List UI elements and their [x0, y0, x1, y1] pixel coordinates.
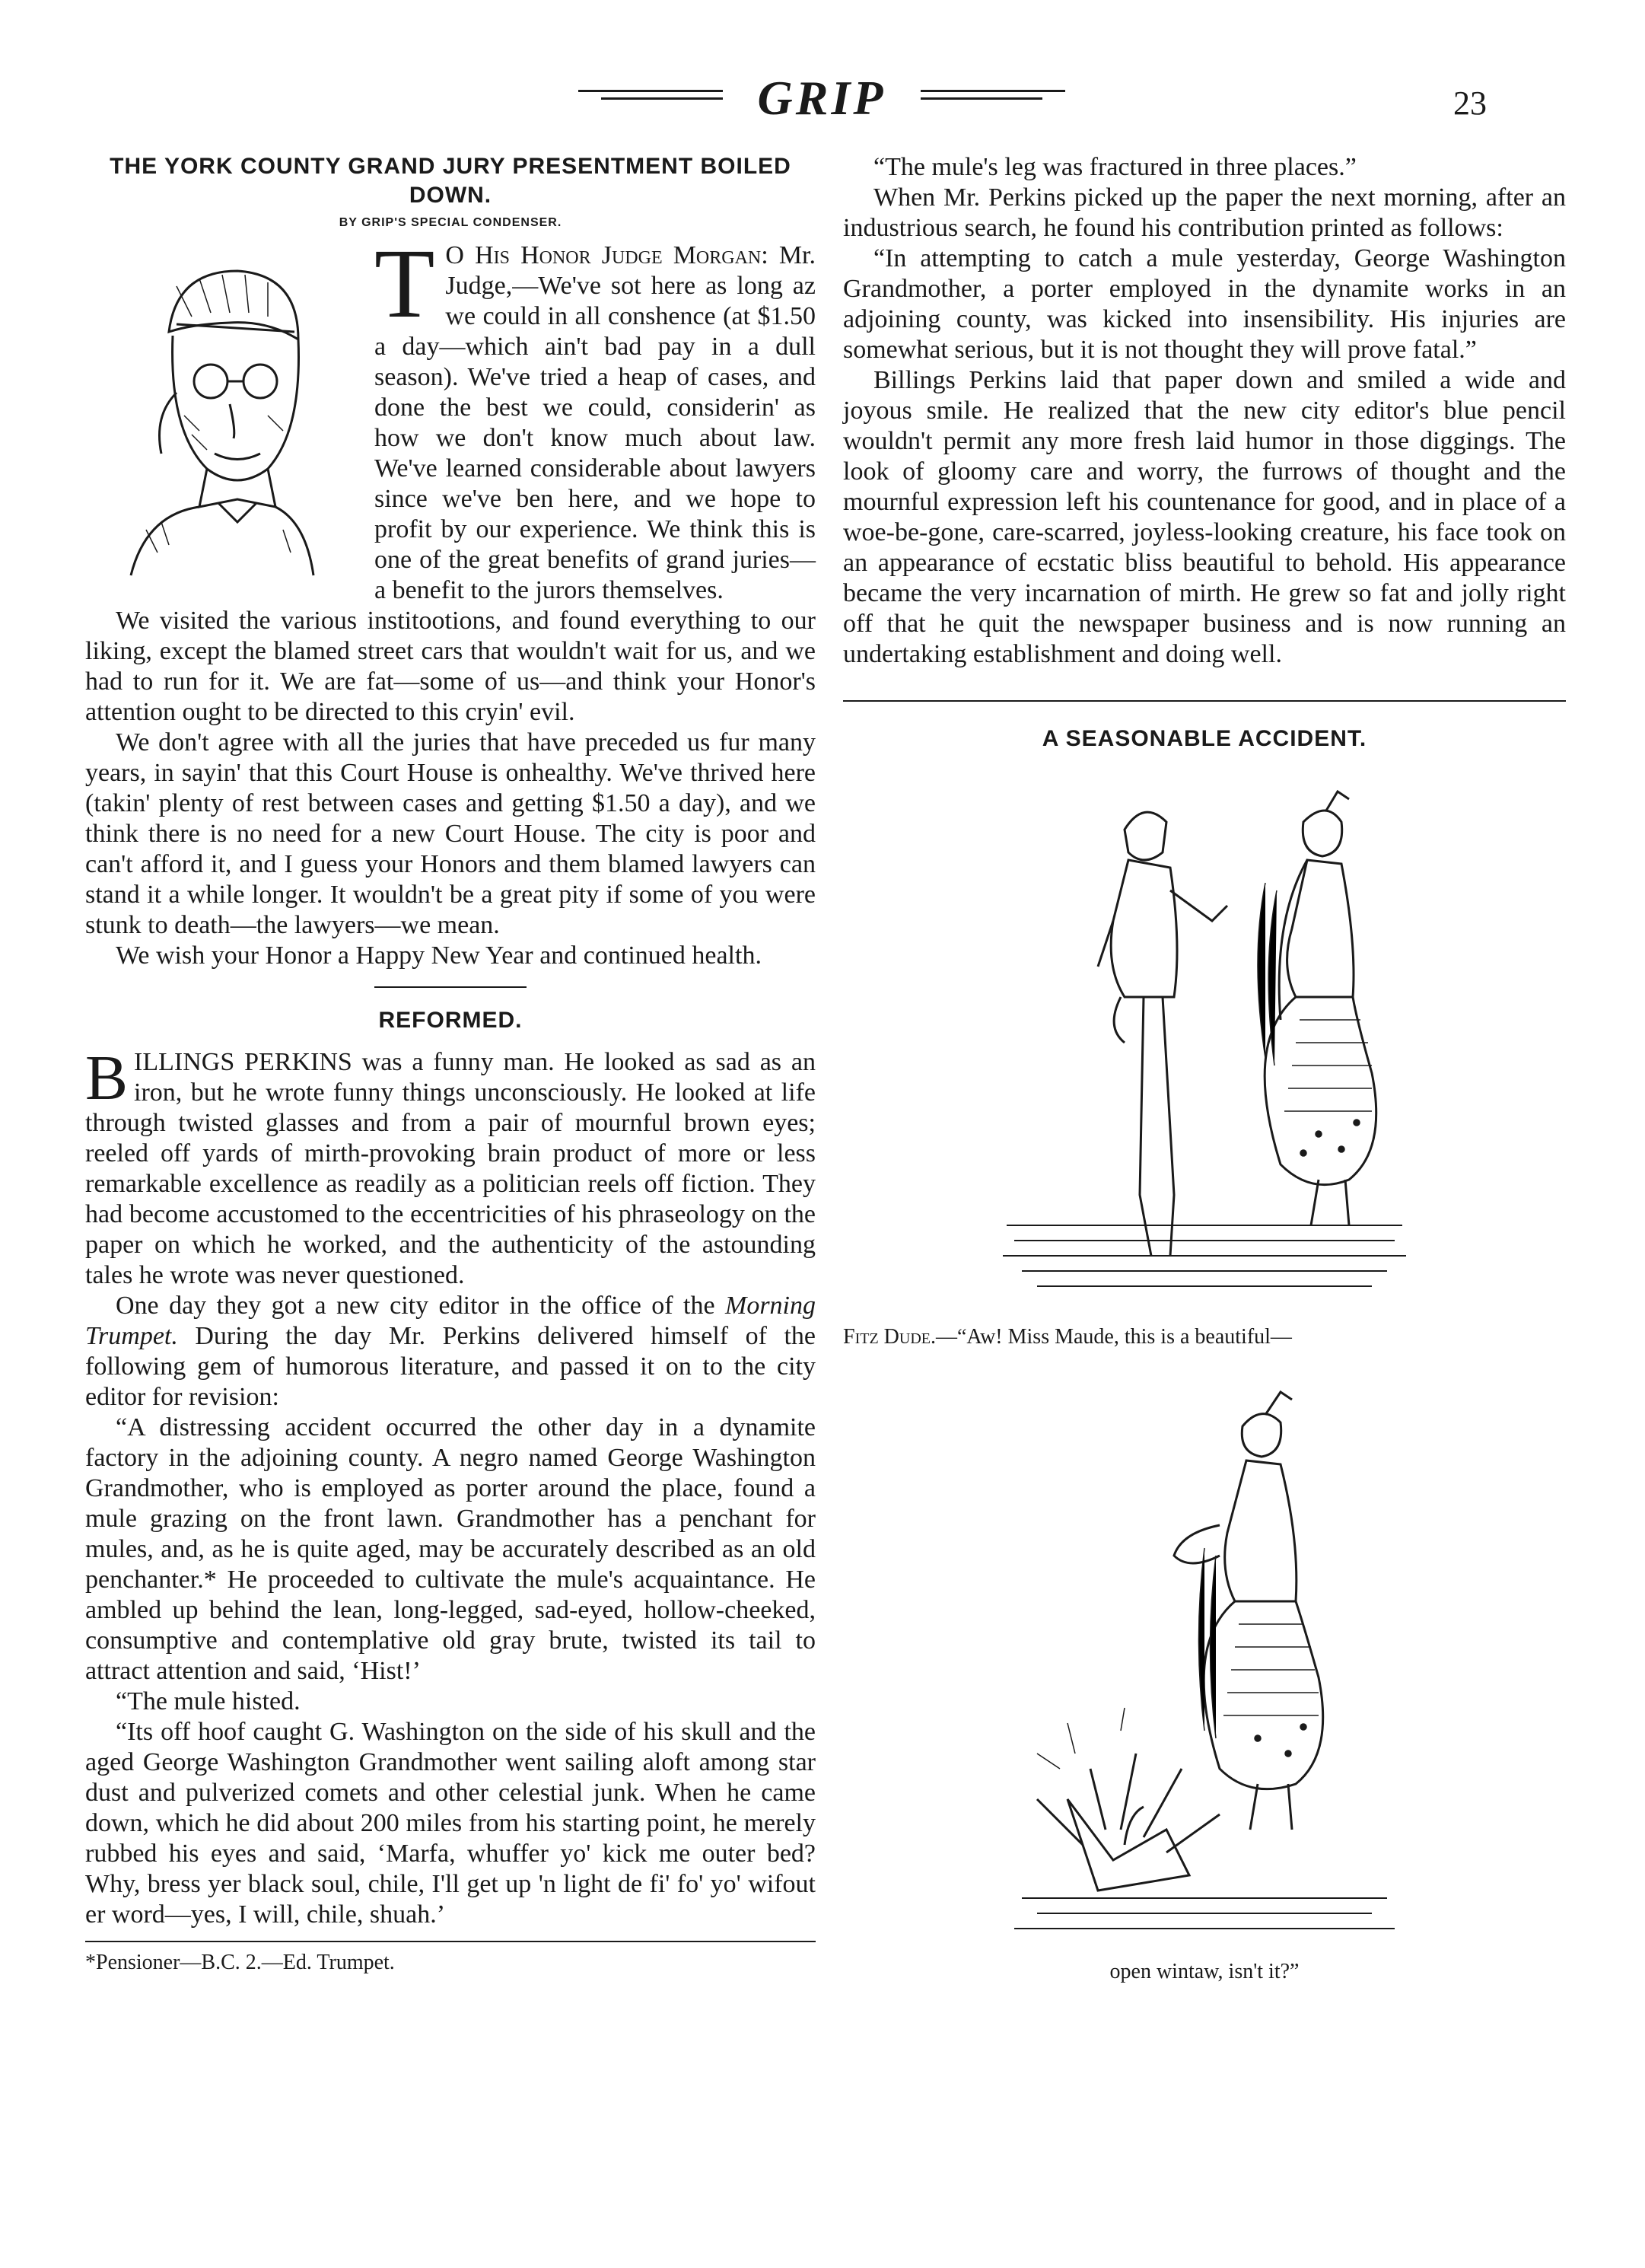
left-column — [85, 152, 816, 1976]
reformed-p2-b: During the day Mr. Perkins delivered himself of the following gem of humorous literature, and passed it on to the city editor for revision: — [85, 1322, 816, 1411]
newspaper-name: Morning Trumpet. — [85, 1292, 816, 1350]
reformed-paragraph-2 — [85, 1291, 816, 1413]
jury-paragraph-4: We wish your Honor a Happy New Year and continued health. — [116, 941, 762, 970]
jury-paragraph-2: We visited the various institootions, and found everything to our liking, except the blamed street cars that wouldn't wait for us, and we had to run for it. We are fat—some of us—and think your Honor's attention ought to be directed to this cryin' evil. — [85, 607, 816, 726]
reformed-paragraph-9: Billings Perkins laid that paper down and smiled a wide and joyous smile. He realized that the new city editor's blue pencil wouldn't permit any more fresh laid humor in those diggings. The look of gloomy care and worry, the furrows of thought and the mournful expression left his countenance for good, and in place of a woe-be-gone, care-scarred, joyless-looking creature, his face took on an appearance of ecstatic bliss beautiful to behold. His appearance became the very incarnation of mirth. He grew so fat and jolly right off that he quit the newspaper business and is now running an undertaking establishment and doing well. — [843, 366, 1566, 668]
cartoon-panel-1 — [991, 769, 1418, 1317]
jury-paragraph-1-text: Mr. Judge,—We've sot here as long az we could in all conshence (at $1.50 a day—which ain't bad pay in a dull season). We've tried a heap of cases, and done the best we could, considerin' as how we don't know much about law. We've learned considerable about lawyers since we've ben here, and we hope to profit by our experience. We think this is one of the great benefits of grand juries—a benefit to the jurors themselves. — [374, 241, 816, 604]
reformed-paragraph-6: “The mule's leg was fractured in three places.” — [873, 153, 1357, 181]
cartoon-divider — [843, 700, 1566, 702]
article-title-grand-jury: THE YORK COUNTY GRAND JURY PRESENTMENT BOILED DOWN. — [110, 154, 791, 208]
masthead-rule-left-2 — [601, 97, 723, 100]
cartoon-title: A SEASONABLE ACCIDENT. — [1042, 726, 1367, 751]
right-column — [843, 152, 1566, 1985]
dropcap-t: T — [374, 229, 435, 339]
masthead-rule-right-2 — [921, 97, 1042, 100]
reformed-paragraph-5: “Its off hoof caught G. Washington on the side of his skull and the aged George Washington Grandmother went sailing aloft among star dust and pulverized comets and other celestial junk. When he came down, which he did about 200 miles from his starting point, he merely rubbed his eyes and said, ‘Marfa, whuffer yo' kick me outer bed? Why, bress yer black soul, chile, I'll get up 'n light de fi' fo' yo' wifout er word—yes, I will, chile, shuah.’ — [85, 1718, 816, 1929]
cartoon-caption-2: open wintaw, isn't it?” — [1109, 1960, 1300, 1983]
masthead-rule-left — [578, 90, 723, 92]
footnote: *Pensioner—B.C. 2.—Ed. Trumpet. — [85, 1951, 395, 1974]
reformed-paragraph-7: When Mr. Perkins picked up the paper the next morning, after an industrious search, he found his contribution printed as follows: — [843, 183, 1566, 242]
jury-salutation: O His Honor Judge Morgan: — [445, 241, 768, 269]
caption-1-text: “Aw! Miss Maude, this is a beautiful— — [957, 1325, 1292, 1349]
reformed-paragraph-1 — [85, 1043, 816, 1291]
masthead-rule-right — [921, 90, 1065, 92]
jury-paragraph-3: We don't agree with all the juries that have preceded us fur many years, in sayin' that this Court House is onhealthy. We've thrived here (takin' plenty of rest between cases and getting $1.50 a day), and we think there is no need for a new Court House. The city is poor and can't afford it, and I guess your Honors and them blamed lawyers can stand it a while longer. It wouldn't be a great pity if some of you were stunk to death—the lawyers—we mean. — [85, 728, 816, 939]
section-divider — [374, 986, 527, 988]
dropcap-b: B — [85, 1043, 129, 1113]
footnote-rule — [85, 1941, 816, 1942]
masthead-title: GRIP — [757, 71, 886, 125]
cartoon-caption-1 — [843, 1324, 1566, 1350]
reformed-paragraph-4: “The mule histed. — [116, 1687, 301, 1715]
caption-speaker: Fitz Dude.— — [843, 1325, 957, 1349]
reformed-paragraph-8: “In attempting to catch a mule yesterday, George Washington Grandmother, a porter employed in the dynamite works in an adjoining county, was kicked into insensibility. His injuries are somewhat serious, but it is not thought they will prove fatal.” — [843, 244, 1566, 364]
reformed-p2-a: One day they got a new city editor in the office of the — [116, 1292, 725, 1320]
reformed-paragraph-1-text: ILLINGS PERKINS was a funny man. He looked as sad as an iron, but he wrote funny things unconsciously. He looked at life through twisted glasses and from a pair of mournful brown eyes; reeled off yards of mirth-provoking brain product of more or less remarkable excellence as readily as a politician reels off fiction. They had become accustomed to the eccentricities of his phraseology on the paper on which he worked, and the authenticity of the astounding tales he wrote was never questioned. — [85, 1048, 816, 1289]
judge-portrait-illustration — [85, 240, 359, 583]
page-number: 23 — [1453, 84, 1487, 122]
article-byline: BY GRIP'S SPECIAL CONDENSER. — [339, 216, 562, 229]
cartoon-panel-2 — [991, 1373, 1418, 1951]
reformed-paragraph-3: “A distressing accident occurred the other day in a dynamite factory in the adjoining county. A negro named George Washington Grandmother, who is employed as porter around the place, found a mule grazing on the front lawn. Grandmother has a penchant for mules, and, as he is quite aged, may be accurately described as an old penchanter.* He proceeded to cultivate the mule's acquaintance. He ambled up behind the lean, long-legged, sad-eyed, hollow-cheeked, consumptive and contemplative old gray brute, twisted its tail to attract attention and said, ‘Hist!’ — [85, 1413, 816, 1685]
article-title-reformed: REFORMED. — [378, 1008, 523, 1033]
masthead — [0, 67, 1645, 128]
